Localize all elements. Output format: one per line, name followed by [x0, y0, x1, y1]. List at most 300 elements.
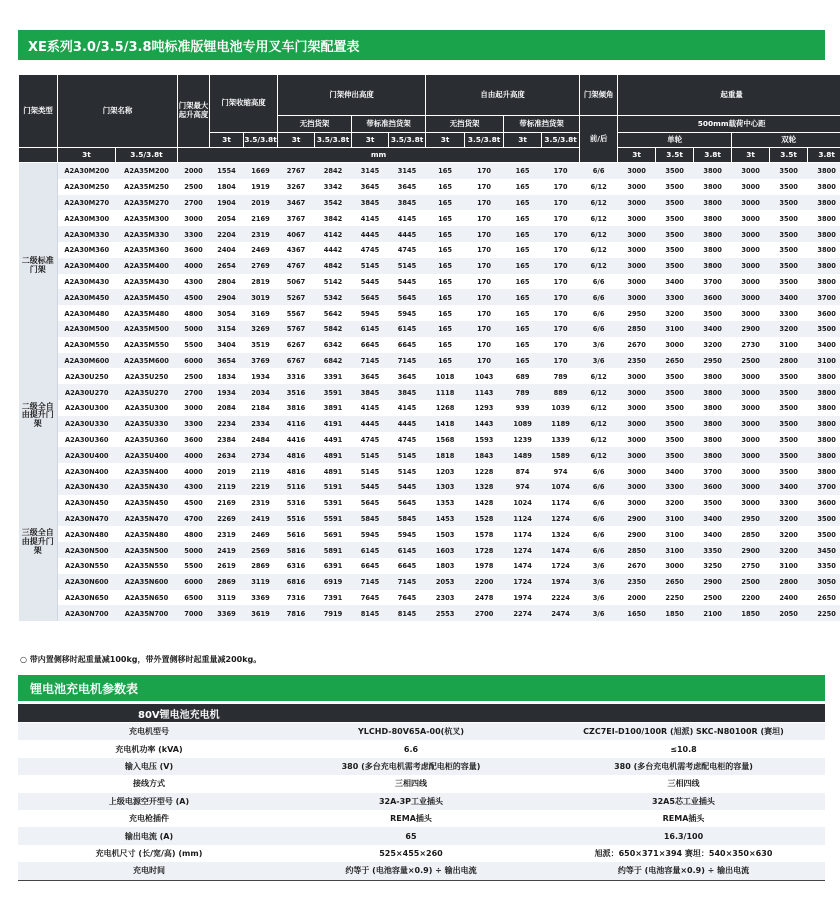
table-cell: 5391	[315, 495, 352, 511]
table-cell: 170	[542, 289, 580, 305]
table-cell: 3400	[694, 321, 732, 337]
table-cell: 2204	[210, 226, 244, 242]
table-cell: 3000	[618, 384, 656, 400]
table-cell: 3100	[656, 542, 694, 558]
table-cell: 2054	[210, 210, 244, 226]
table-cell: 4067	[278, 226, 315, 242]
table-cell: 3500	[656, 447, 694, 463]
table-cell: 3000	[618, 258, 656, 274]
table-cell: 165	[426, 258, 465, 274]
table-cell: 3000	[732, 305, 770, 321]
col-free-with-backrest: 带标准挡货架	[504, 116, 580, 133]
table-cell: 5116	[278, 479, 315, 495]
table-cell: A2A30M430	[58, 274, 116, 290]
table-cell: 1428	[465, 495, 504, 511]
table-cell: 2400	[770, 590, 808, 606]
table-cell: 4800	[178, 526, 210, 542]
table-cell: 1274	[542, 511, 580, 527]
table-cell: 3500	[770, 416, 808, 432]
col-ext-no-backrest: 无挡货架	[278, 116, 352, 133]
table-cell: 2234	[210, 416, 244, 432]
table-cell: 3000	[732, 432, 770, 448]
table-cell: 6/6	[580, 526, 618, 542]
table-cell: 7145	[389, 353, 426, 369]
table-cell: 5145	[352, 463, 389, 479]
table-cell: 165	[426, 353, 465, 369]
table-cell: 1724	[504, 574, 542, 590]
table-cell: 2303	[426, 590, 465, 606]
table-cell: 5145	[389, 447, 426, 463]
table-cell: 974	[542, 463, 580, 479]
table-cell: 5145	[389, 463, 426, 479]
table-cell: 4145	[352, 210, 389, 226]
table-cell: A2A35M270	[116, 195, 178, 211]
table-cell: 1039	[542, 400, 580, 416]
table-cell: 165	[504, 321, 542, 337]
table-cell: 1174	[542, 495, 580, 511]
table-cell: 3800	[808, 163, 840, 179]
table-cell: 3500	[770, 163, 808, 179]
table-cell: 3000	[732, 463, 770, 479]
table-row	[19, 337, 840, 353]
table-cell: 6391	[315, 558, 352, 574]
table-cell: 1904	[210, 195, 244, 211]
table-cell: 4800	[178, 305, 210, 321]
table-cell: 3000	[732, 416, 770, 432]
table-cell: 170	[542, 226, 580, 242]
table-row	[19, 226, 840, 242]
table-cell: 170	[465, 163, 504, 179]
charger-section-title: 锂电池充电机参数表	[30, 681, 139, 696]
table-cell: 3154	[210, 321, 244, 337]
table-cell: 7816	[278, 605, 315, 621]
table-cell: 5142	[315, 274, 352, 290]
table-cell: 5645	[389, 495, 426, 511]
table-cell: 170	[542, 210, 580, 226]
table-cell: 5500	[178, 337, 210, 353]
table-cell: 3000	[618, 400, 656, 416]
table-cell: 3542	[315, 195, 352, 211]
table-cell: 165	[426, 163, 465, 179]
table-cell: 165	[426, 195, 465, 211]
table-cell: 3500	[656, 368, 694, 384]
table-cell: 3500	[770, 210, 808, 226]
table-cell: 1443	[465, 416, 504, 432]
table-cell: A2A35M400	[116, 258, 178, 274]
table-cell: A2A35U300	[116, 400, 178, 416]
table-cell: 889	[542, 384, 580, 400]
table-cell: 3500	[808, 511, 840, 527]
table-cell: A2A30M500	[58, 321, 116, 337]
table-cell: 170	[542, 258, 580, 274]
table-cell: 6/6	[580, 495, 618, 511]
table-row	[19, 368, 840, 384]
table-cell: 2053	[426, 574, 465, 590]
table-cell: 3/6	[580, 353, 618, 369]
table-cell: 3369	[244, 590, 278, 606]
table-cell: 3300	[656, 479, 694, 495]
table-cell: 3767	[278, 210, 315, 226]
charger-param-value: 380 (多台充电机需考虑配电柜的容量)	[280, 758, 542, 775]
table-cell: 2000	[618, 590, 656, 606]
table-cell: 3500	[808, 321, 840, 337]
table-cell: 5145	[352, 258, 389, 274]
table-cell: 2869	[210, 574, 244, 590]
table-cell: 170	[465, 305, 504, 321]
table-cell: 3700	[694, 463, 732, 479]
col-tilt: 门架倾角	[580, 75, 618, 116]
table-cell: 3200	[770, 542, 808, 558]
table-cell: A2A30U330	[58, 416, 116, 432]
table-cell: A2A35M430	[116, 274, 178, 290]
table-cell: A2A30M250	[58, 179, 116, 195]
charger-param-value: 旭派：650×371×394 赛坦：540×350×630	[542, 845, 825, 862]
table-cell: 6842	[315, 353, 352, 369]
hdr-t38: 3.8t	[694, 148, 732, 163]
col-free-no-backrest: 无挡货架	[426, 116, 504, 133]
table-cell: 6145	[389, 542, 426, 558]
table-cell: 5816	[278, 542, 315, 558]
table-cell: 7145	[352, 353, 389, 369]
table-cell: 3500	[656, 432, 694, 448]
table-cell: 170	[465, 274, 504, 290]
table-cell: 3000	[618, 368, 656, 384]
table-cell: A2A35N450	[116, 495, 178, 511]
table-cell: 4145	[389, 210, 426, 226]
table-cell: 2769	[244, 258, 278, 274]
table-cell: 2819	[244, 274, 278, 290]
table-cell: 165	[426, 274, 465, 290]
charger-param-label: 充电时间	[18, 862, 280, 880]
table-cell: 2730	[732, 337, 770, 353]
table-cell: 170	[465, 242, 504, 258]
charger-row	[18, 862, 825, 880]
table-cell: 4816	[278, 463, 315, 479]
table-cell: A2A35U250	[116, 368, 178, 384]
table-cell: 3000	[618, 289, 656, 305]
table-cell: 3000	[618, 479, 656, 495]
table-cell: 4842	[315, 258, 352, 274]
table-cell: 6000	[178, 574, 210, 590]
table-cell: 4300	[178, 479, 210, 495]
table-cell: 165	[426, 337, 465, 353]
table-row	[19, 590, 840, 606]
table-cell: 2404	[210, 242, 244, 258]
table-row	[19, 526, 840, 542]
table-cell: 170	[542, 274, 580, 290]
table-cell: 3500	[656, 242, 694, 258]
table-cell: A2A30U300	[58, 400, 116, 416]
table-row	[19, 479, 840, 495]
table-cell: 2469	[244, 242, 278, 258]
table-cell: 2950	[618, 305, 656, 321]
table-cell: 1603	[426, 542, 465, 558]
table-cell: 3645	[352, 368, 389, 384]
table-cell: 3800	[808, 195, 840, 211]
table-row	[19, 353, 840, 369]
table-cell: A2A35M450	[116, 289, 178, 305]
table-cell: 3654	[210, 353, 244, 369]
table-cell: 3600	[178, 242, 210, 258]
table-cell: 7000	[178, 605, 210, 621]
table-cell: 2500	[732, 574, 770, 590]
table-cell: 165	[426, 179, 465, 195]
table-cell: 3/6	[580, 590, 618, 606]
table-cell: 3800	[808, 400, 840, 416]
hdr-t3: 3t	[426, 133, 465, 148]
table-cell: 2169	[210, 495, 244, 511]
table-cell: 3000	[732, 210, 770, 226]
table-cell: A2A35N650	[116, 590, 178, 606]
table-cell: 2634	[210, 447, 244, 463]
table-row	[19, 384, 840, 400]
table-cell: 3500	[770, 274, 808, 290]
table-cell: 5945	[389, 305, 426, 321]
table-cell: 3800	[808, 179, 840, 195]
table-cell: 2119	[244, 463, 278, 479]
hdr-t3: 3t	[732, 148, 770, 163]
charger-param-value: 约等于 (电池容量×0.9) ÷ 输出电流	[542, 862, 825, 880]
table-cell: 3000	[732, 447, 770, 463]
table-cell: 2654	[210, 258, 244, 274]
table-cell: 3000	[618, 179, 656, 195]
table-cell: 2224	[542, 590, 580, 606]
table-cell: 165	[426, 289, 465, 305]
table-cell: 2274	[504, 605, 542, 621]
table-cell: 3500	[656, 210, 694, 226]
table-cell: 2900	[732, 321, 770, 337]
table-cell: 2084	[210, 400, 244, 416]
table-cell: 1593	[465, 432, 504, 448]
table-cell: 3000	[618, 226, 656, 242]
table-cell: 3000	[732, 226, 770, 242]
table-row	[19, 400, 840, 416]
hdr-t35: 3.5t	[770, 148, 808, 163]
table-cell: 5145	[352, 447, 389, 463]
table-cell: A2A35N550	[116, 558, 178, 574]
table-cell: 3500	[770, 258, 808, 274]
table-cell: 2319	[244, 495, 278, 511]
table-cell: 6/12	[580, 384, 618, 400]
table-cell: 3842	[315, 210, 352, 226]
table-cell: 4445	[352, 416, 389, 432]
table-cell: 3700	[808, 289, 840, 305]
table-cell: 2800	[770, 353, 808, 369]
table-cell: 4816	[278, 447, 315, 463]
table-cell: 3516	[278, 384, 315, 400]
table-cell: 6/6	[580, 274, 618, 290]
table-cell: 3100	[770, 558, 808, 574]
table-cell: 3200	[770, 511, 808, 527]
table-cell: 170	[542, 242, 580, 258]
table-cell: 170	[465, 353, 504, 369]
table-cell: 2650	[656, 574, 694, 590]
table-cell: 2200	[465, 574, 504, 590]
table-cell: 6/6	[580, 289, 618, 305]
table-cell: 4300	[178, 274, 210, 290]
table-cell: 3645	[389, 368, 426, 384]
table-cell: 6500	[178, 590, 210, 606]
mast-type-group: 二级全自由提升门架	[19, 368, 58, 463]
table-cell: 1024	[504, 495, 542, 511]
table-cell: 3267	[278, 179, 315, 195]
charger-param-value: 32A-3P工业插头	[280, 793, 542, 810]
table-cell: 3000	[618, 447, 656, 463]
hdr-t3: 3t	[58, 148, 116, 163]
table-cell: A2A35U270	[116, 384, 178, 400]
table-cell: A2A35M550	[116, 337, 178, 353]
table-cell: 2950	[732, 511, 770, 527]
table-cell: 1268	[426, 400, 465, 416]
table-cell: 7919	[315, 605, 352, 621]
table-cell: 2500	[178, 368, 210, 384]
table-cell: 2734	[244, 447, 278, 463]
charger-row	[18, 775, 825, 792]
table-cell: 3000	[732, 274, 770, 290]
table-cell: 3000	[618, 463, 656, 479]
table-cell: 5067	[278, 274, 315, 290]
table-cell: 2334	[244, 416, 278, 432]
table-cell: 3519	[244, 337, 278, 353]
table-cell: 2384	[210, 432, 244, 448]
table-cell: 3200	[770, 526, 808, 542]
table-cell: 5616	[278, 526, 315, 542]
table-cell: 4191	[315, 416, 352, 432]
table-cell: 6342	[315, 337, 352, 353]
table-cell: 3391	[315, 368, 352, 384]
hdr-t35-38: 3.5/3.8t	[389, 133, 426, 148]
table-cell: 4445	[389, 416, 426, 432]
table-cell: 3/6	[580, 574, 618, 590]
table-cell: A2A30M450	[58, 289, 116, 305]
table-cell: 3700	[694, 274, 732, 290]
table-cell: 3300	[770, 495, 808, 511]
table-cell: 3350	[808, 558, 840, 574]
table-cell: 2169	[244, 210, 278, 226]
table-cell: 1174	[504, 526, 542, 542]
table-cell: 4745	[389, 242, 426, 258]
table-cell: 6/6	[580, 511, 618, 527]
table-cell: 3/6	[580, 605, 618, 621]
table-cell: 6/12	[580, 416, 618, 432]
table-cell: 6816	[278, 574, 315, 590]
table-cell: 3145	[352, 163, 389, 179]
table-cell: 165	[504, 337, 542, 353]
table-cell: 5642	[315, 305, 352, 321]
table-cell: 3591	[315, 384, 352, 400]
table-cell: 3800	[808, 368, 840, 384]
table-cell: 3000	[732, 179, 770, 195]
table-cell: 6145	[389, 321, 426, 337]
hdr-t35-38: 3.5/3.8t	[542, 133, 580, 148]
table-cell: 1528	[465, 511, 504, 527]
table-cell: 2019	[210, 463, 244, 479]
table-cell: 165	[504, 258, 542, 274]
table-cell: 7145	[352, 574, 389, 590]
table-cell: 2900	[694, 574, 732, 590]
table-cell: 5567	[278, 305, 315, 321]
charger-param-value: REMA插头	[280, 810, 542, 827]
table-cell: 165	[504, 163, 542, 179]
table-cell: 170	[542, 163, 580, 179]
table-cell: 3800	[808, 258, 840, 274]
table-cell: 170	[465, 210, 504, 226]
table-cell: 4000	[178, 463, 210, 479]
table-cell: 689	[504, 368, 542, 384]
charger-section-banner	[18, 675, 825, 701]
table-row	[19, 447, 840, 463]
col-free-lift: 自由起升高度	[426, 75, 580, 116]
charger-row	[18, 740, 825, 757]
table-cell: A2A30M550	[58, 337, 116, 353]
table-cell: 1503	[426, 526, 465, 542]
table-row	[19, 305, 840, 321]
charger-param-value: 65	[280, 827, 542, 844]
table-cell: 3800	[694, 400, 732, 416]
charger-param-label: 上级电源空开型号 (A)	[18, 793, 280, 810]
table-cell: 3845	[389, 384, 426, 400]
table-cell: 3500	[770, 463, 808, 479]
table-cell: 2419	[244, 511, 278, 527]
table-row	[19, 242, 840, 258]
table-cell: A2A35N470	[116, 511, 178, 527]
hdr-t3: 3t	[504, 133, 542, 148]
table-cell: 2474	[542, 605, 580, 621]
table-cell: 7391	[315, 590, 352, 606]
table-cell: 3/6	[580, 558, 618, 574]
table-cell: 2869	[244, 558, 278, 574]
table-cell: 3000	[618, 195, 656, 211]
table-cell: 4745	[389, 432, 426, 448]
table-cell: 1724	[542, 558, 580, 574]
table-cell: 165	[504, 210, 542, 226]
table-cell: 3000	[618, 432, 656, 448]
table-cell: 1818	[426, 447, 465, 463]
table-cell: A2A35M250	[116, 179, 178, 195]
table-cell: 3054	[210, 305, 244, 321]
table-cell: 4416	[278, 432, 315, 448]
table-cell: 3500	[694, 305, 732, 321]
table-cell: 6645	[389, 558, 426, 574]
table-cell: 2900	[618, 511, 656, 527]
table-cell: 3500	[770, 226, 808, 242]
table-cell: 2950	[694, 353, 732, 369]
table-cell: A2A35M200	[116, 163, 178, 179]
table-cell: 1474	[504, 558, 542, 574]
table-cell: 2569	[244, 542, 278, 558]
table-cell: 789	[542, 368, 580, 384]
table-cell: 6645	[389, 337, 426, 353]
table-cell: 3000	[618, 163, 656, 179]
table-cell: 2034	[244, 384, 278, 400]
table-cell: 3800	[694, 195, 732, 211]
table-cell: 1843	[465, 447, 504, 463]
table-cell: 5591	[315, 511, 352, 527]
charger-param-value: CZC7EI-D100/100R (旭派) SKC-N80100R (赛坦)	[542, 723, 825, 740]
table-cell: 3845	[389, 195, 426, 211]
table-cell: 3500	[770, 447, 808, 463]
table-cell: 2850	[618, 542, 656, 558]
table-cell: 6/6	[580, 305, 618, 321]
table-cell: 170	[465, 321, 504, 337]
table-cell: 1568	[426, 432, 465, 448]
table-cell: 1328	[465, 479, 504, 495]
table-cell: 6/12	[580, 226, 618, 242]
table-cell: 2900	[732, 542, 770, 558]
table-cell: 6/12	[580, 242, 618, 258]
table-cell: 5145	[389, 258, 426, 274]
table-cell: 3269	[244, 321, 278, 337]
